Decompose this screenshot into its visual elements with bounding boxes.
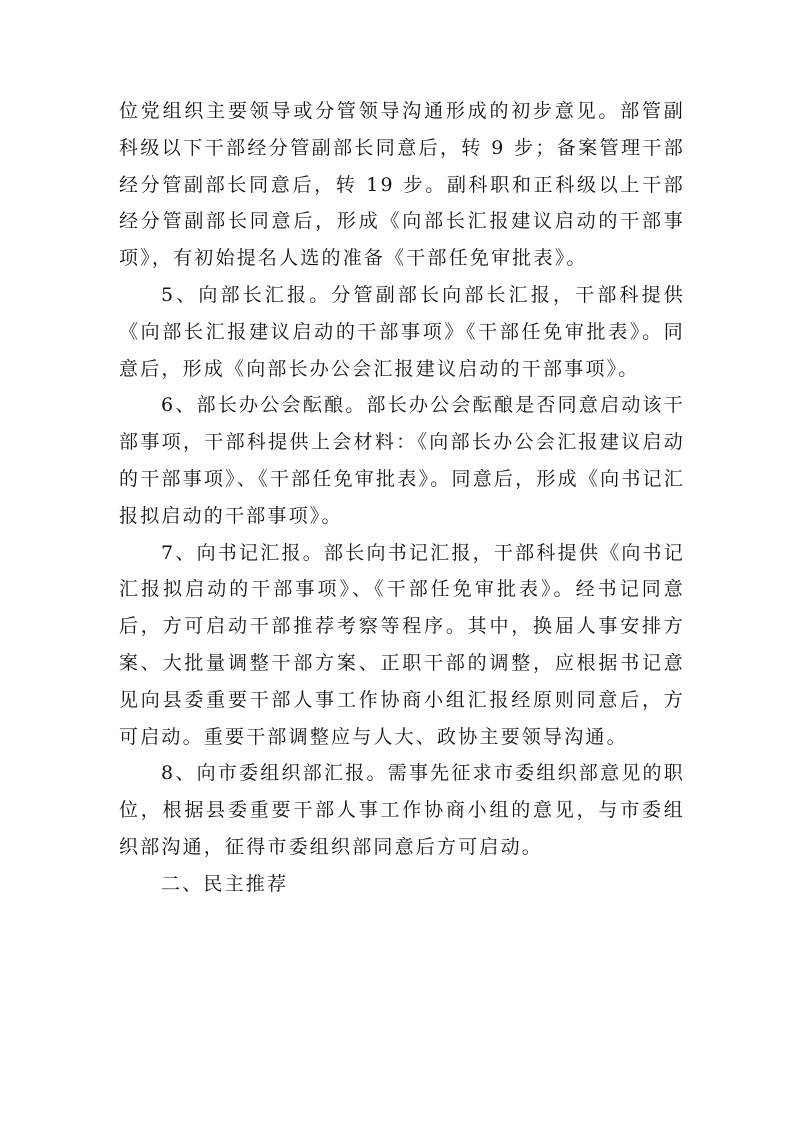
paragraph-step-6: 6、部长办公会酝酿。部长办公会酝酿是否同意启动该干部事项，干部科提供上会材料：《向部长办公会汇报建议启动的干部事项》、《干部任免审批表》。同意后，形成《向书记汇报拟启动的干部事项》。 <box>119 394 685 527</box>
document-body <box>119 93 685 903</box>
paragraph-step-8: 8、向市委组织部汇报。需事先征求市委组织部意见的职位，根据县委重要干部人事工作协商小组的意见，与市委组织部沟通，征得市委组织部同意后方可启动。 <box>119 762 685 858</box>
section-heading-democratic-recommendation: 二、民主推荐 <box>161 872 289 895</box>
paragraph-step-5: 5、向部长汇报。分管副部长向部长汇报，干部科提供《向部长汇报建议启动的干部事项》《干部任免审批表》。同意后，形成《向部长办公会汇报建议启动的干部事项》。 <box>119 283 685 380</box>
paragraph-continuation: 位党组织主要领导或分管领导沟通形成的初步意见。部管副科级以下干部经分管副部长同意后，转 9 步；备案管理干部经分管副部长同意后，转 19 步。副科职和正科级以上干部经分管副部长同意后，形成《向部长汇报建议启动的干部事项》，有初始提名人选的准备《干部任免审批表》。 <box>119 100 685 270</box>
paragraph-step-7: 7、向书记汇报。部长向书记汇报，干部科提供《向书记汇报拟启动的干部事项》、《干部任免审批表》。经书记同意后，方可启动干部推荐考察等程序。其中，换届人事安排方案、大批量调整干部方案、正职干部的调整，应根据书记意见向县委重要干部人事工作协商小组汇报经原则同意后，方可启动。重要干部调整应与人大、政协主要领导沟通。 <box>119 541 685 748</box>
